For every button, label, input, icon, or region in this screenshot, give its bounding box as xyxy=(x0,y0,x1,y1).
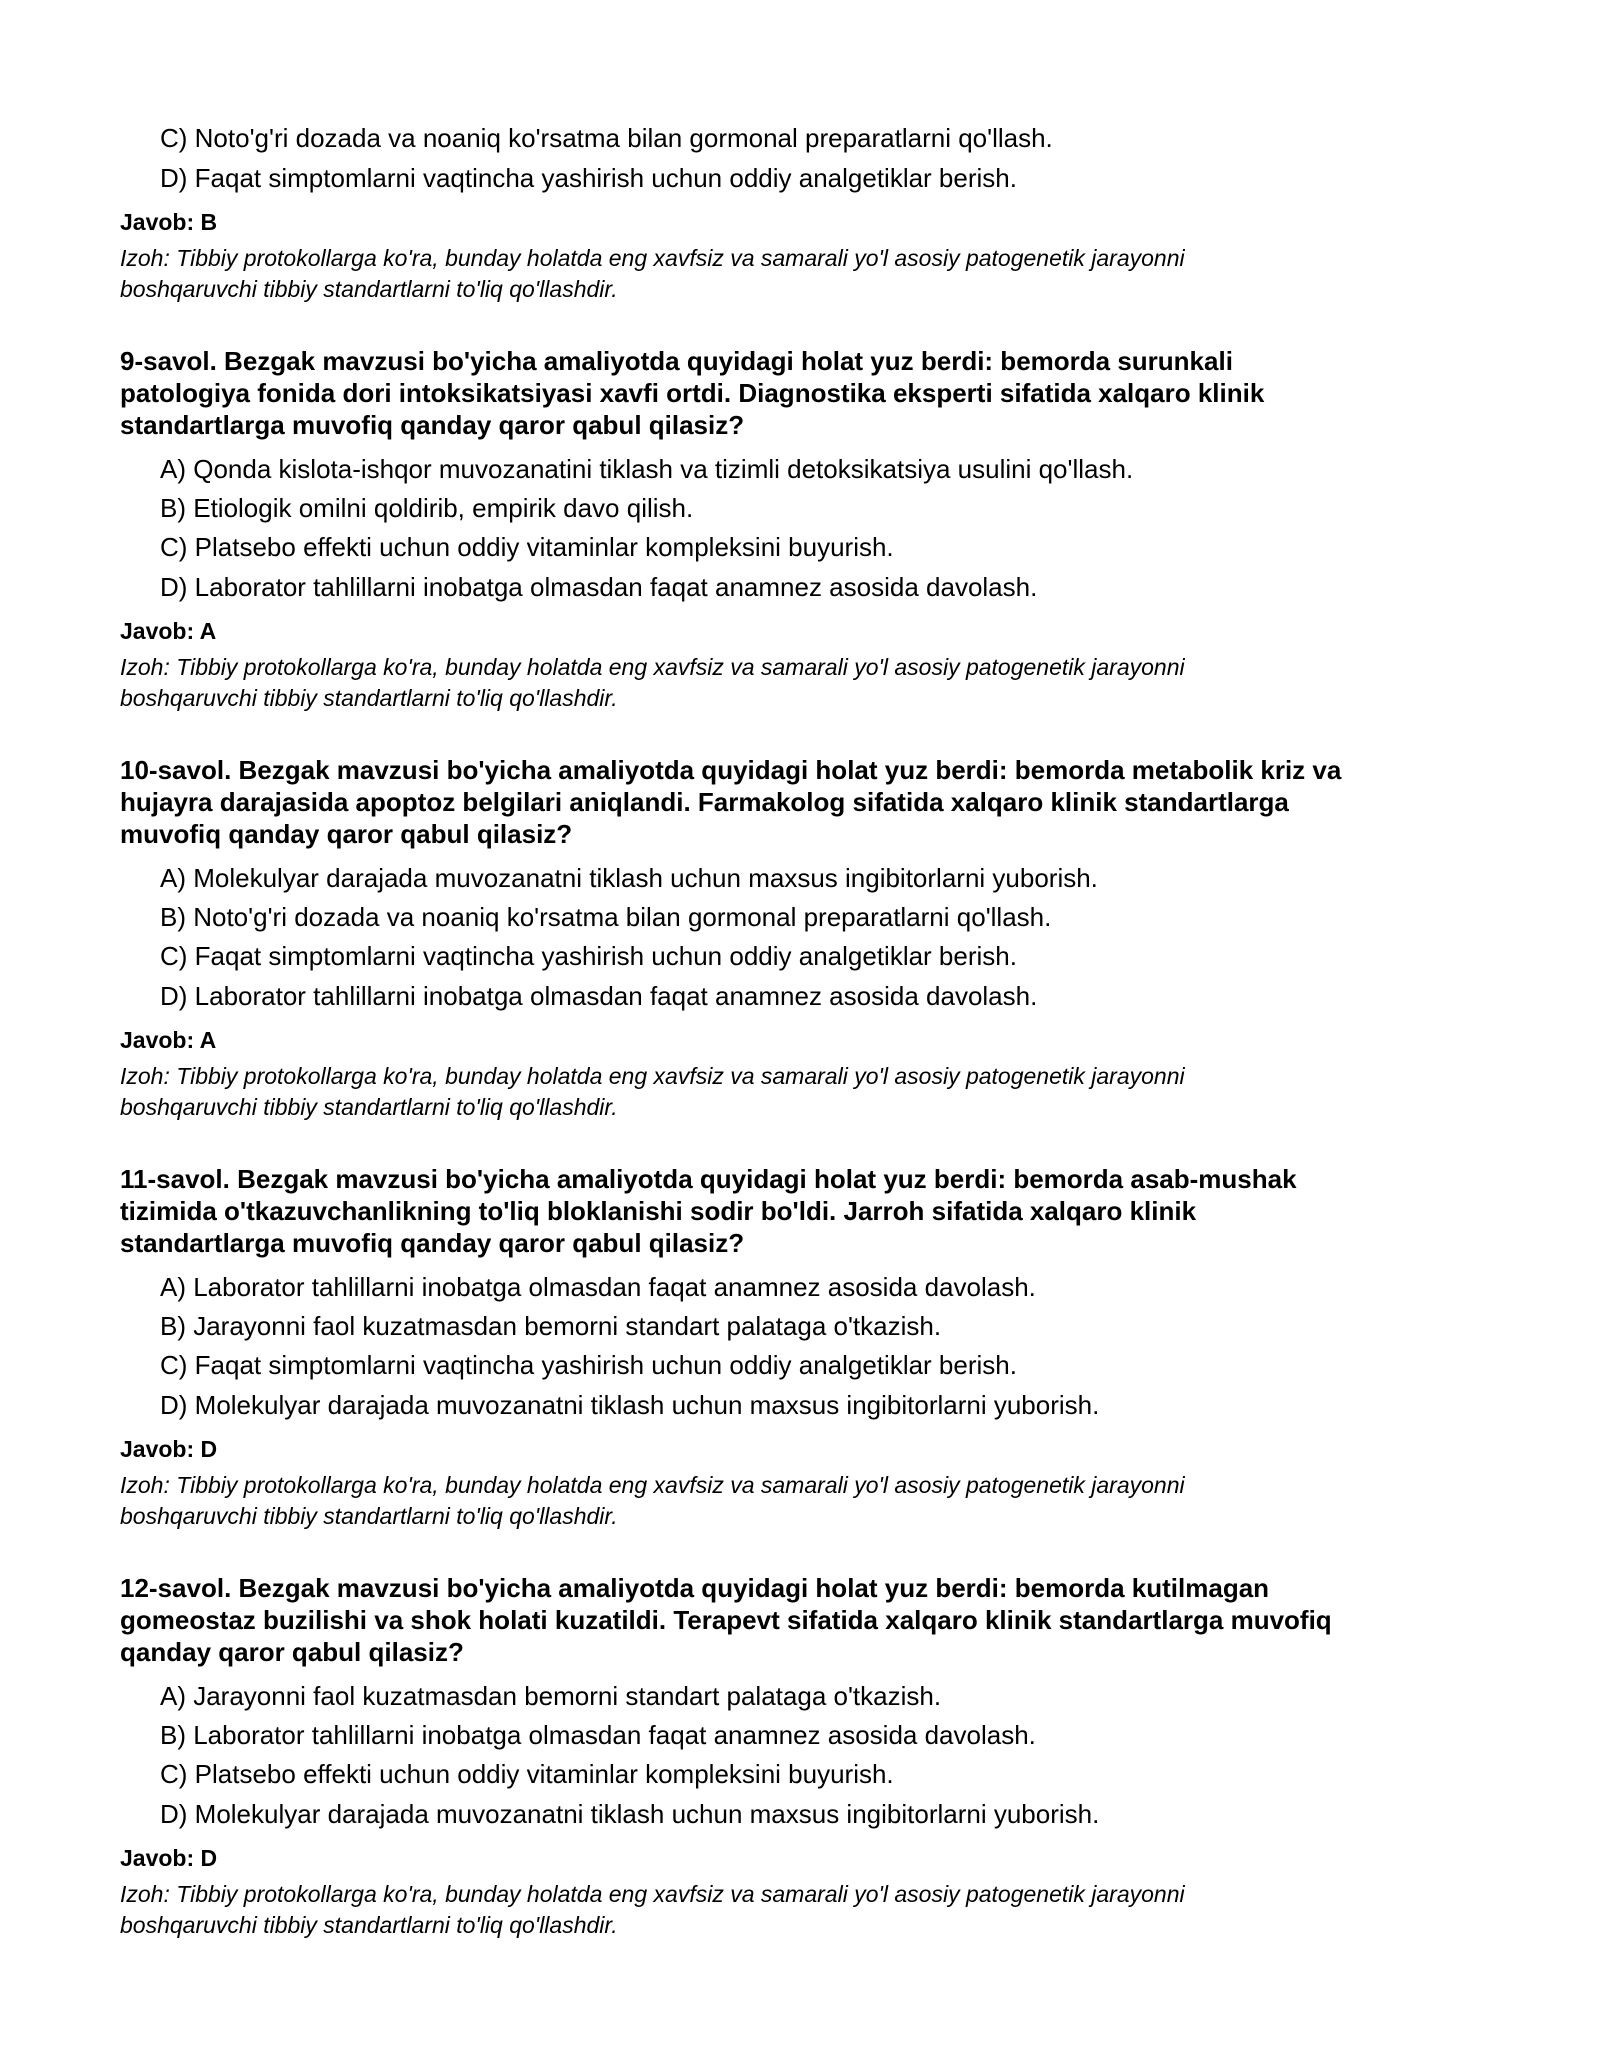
option-b: B) Etiologik omilni qoldirib, empirik davo qilish. xyxy=(160,493,694,523)
option-a: A) Qonda kislota-ishqor muvozanatini tiklash va tizimli detoksikatsiya usulini qo'llash. xyxy=(160,454,1134,484)
answer-label: Javob: D xyxy=(120,1436,218,1462)
option-d: D) Molekulyar darajada muvozanatni tiklash uchun maxsus ingibitorlarni yuborish. xyxy=(160,1799,1100,1829)
explanation-note: Izoh: Tibbiy protokollarga ko'ra, bunday holatda eng xavfsiz va samarali yo'l asosiy patogenetik jarayonni boshqaruvchi tibbiy standartlarni to'liq qo'llashdir. xyxy=(120,245,1185,302)
question-10: 10-savol. Bezgak mavzusi bo'yicha amaliyotda quyidagi holat yuz berdi: bemorda metabolik kriz va hujayra darajasida apoptoz belgilari aniqlandi. Farmakolog sifatida xalqaro klinik standartlarga muvofiq qanday qaror qabul qilasiz? xyxy=(120,755,1342,849)
option-b: B) Noto'g'ri dozada va noaniq ko'rsatma bilan gormonal preparatlarni qo'llash. xyxy=(160,902,1052,932)
option-d: D) Laborator tahlillarni inobatga olmasdan faqat anamnez asosida davolash. xyxy=(160,981,1038,1011)
option-b: B) Jarayonni faol kuzatmasdan bemorni standart palataga o'tkazish. xyxy=(160,1311,942,1341)
question-12: 12-savol. Bezgak mavzusi bo'yicha amaliyotda quyidagi holat yuz berdi: bemorda kutilmagan gomeostaz buzilishi va shok holati kuzatildi. Terapevt sifatida xalqaro klinik standartlarga muvofiq qanday qaror qabul qilasiz? xyxy=(120,1573,1332,1667)
option-c: C) Faqat simptomlarni vaqtincha yashirish uchun oddiy analgetiklar berish. xyxy=(160,941,1017,971)
answer-label: Javob: D xyxy=(120,1845,218,1871)
answer-label: Javob: A xyxy=(120,618,217,644)
option-c: C) Faqat simptomlarni vaqtincha yashirish uchun oddiy analgetiklar berish. xyxy=(160,1350,1017,1380)
explanation-note: Izoh: Tibbiy protokollarga ko'ra, bunday holatda eng xavfsiz va samarali yo'l asosiy patogenetik jarayonni boshqaruvchi tibbiy standartlarni to'liq qo'llashdir. xyxy=(120,1881,1185,1938)
question-9: 9-savol. Bezgak mavzusi bo'yicha amaliyotda quyidagi holat yuz berdi: bemorda surunkali patologiya fonida dori intoksikatsiyasi xavfi ortdi. Diagnostika eksperti sifatida xalqaro klinik standartlarga muvofiq qanday qaror qabul qilasiz? xyxy=(120,346,1265,440)
option-d: D) Molekulyar darajada muvozanatni tiklash uchun maxsus ingibitorlarni yuborish. xyxy=(160,1390,1100,1420)
option-b: B) Laborator tahlillarni inobatga olmasdan faqat anamnez asosida davolash. xyxy=(160,1720,1036,1750)
question-11: 11-savol. Bezgak mavzusi bo'yicha amaliyotda quyidagi holat yuz berdi: bemorda asab-mushak tizimida o'tkazuvchanlikning to'liq bloklanishi sodir bo'ldi. Jarroh sifatida xalqaro klinik standartlarga muvofiq qanday qaror qabul qilasiz? xyxy=(120,1164,1297,1258)
option-a: A) Jarayonni faol kuzatmasdan bemorni standart palataga o'tkazish. xyxy=(160,1681,942,1711)
answer-label: Javob: A xyxy=(120,1027,217,1053)
option-d: D) Faqat simptomlarni vaqtincha yashirish uchun oddiy analgetiklar berish. xyxy=(160,163,1017,193)
option-a: A) Molekulyar darajada muvozanatni tiklash uchun maxsus ingibitorlarni yuborish. xyxy=(160,863,1098,893)
option-c: C) Platsebo effekti uchun oddiy vitaminlar kompleksini buyurish. xyxy=(160,1759,894,1789)
explanation-note: Izoh: Tibbiy protokollarga ko'ra, bunday holatda eng xavfsiz va samarali yo'l asosiy patogenetik jarayonni boshqaruvchi tibbiy standartlarni to'liq qo'llashdir. xyxy=(120,1472,1185,1529)
option-c: C) Platsebo effekti uchun oddiy vitaminlar kompleksini buyurish. xyxy=(160,532,894,562)
explanation-note: Izoh: Tibbiy protokollarga ko'ra, bunday holatda eng xavfsiz va samarali yo'l asosiy patogenetik jarayonni boshqaruvchi tibbiy standartlarni to'liq qo'llashdir. xyxy=(120,654,1185,711)
option-d: D) Laborator tahlillarni inobatga olmasdan faqat anamnez asosida davolash. xyxy=(160,572,1038,602)
answer-label: Javob: B xyxy=(120,209,218,235)
option-a: A) Laborator tahlillarni inobatga olmasdan faqat anamnez asosida davolash. xyxy=(160,1272,1036,1302)
explanation-note: Izoh: Tibbiy protokollarga ko'ra, bunday holatda eng xavfsiz va samarali yo'l asosiy patogenetik jarayonni boshqaruvchi tibbiy standartlarni to'liq qo'llashdir. xyxy=(120,1063,1185,1120)
option-c: C) Noto'g'ri dozada va noaniq ko'rsatma bilan gormonal preparatlarni qo'llash. xyxy=(160,123,1053,153)
